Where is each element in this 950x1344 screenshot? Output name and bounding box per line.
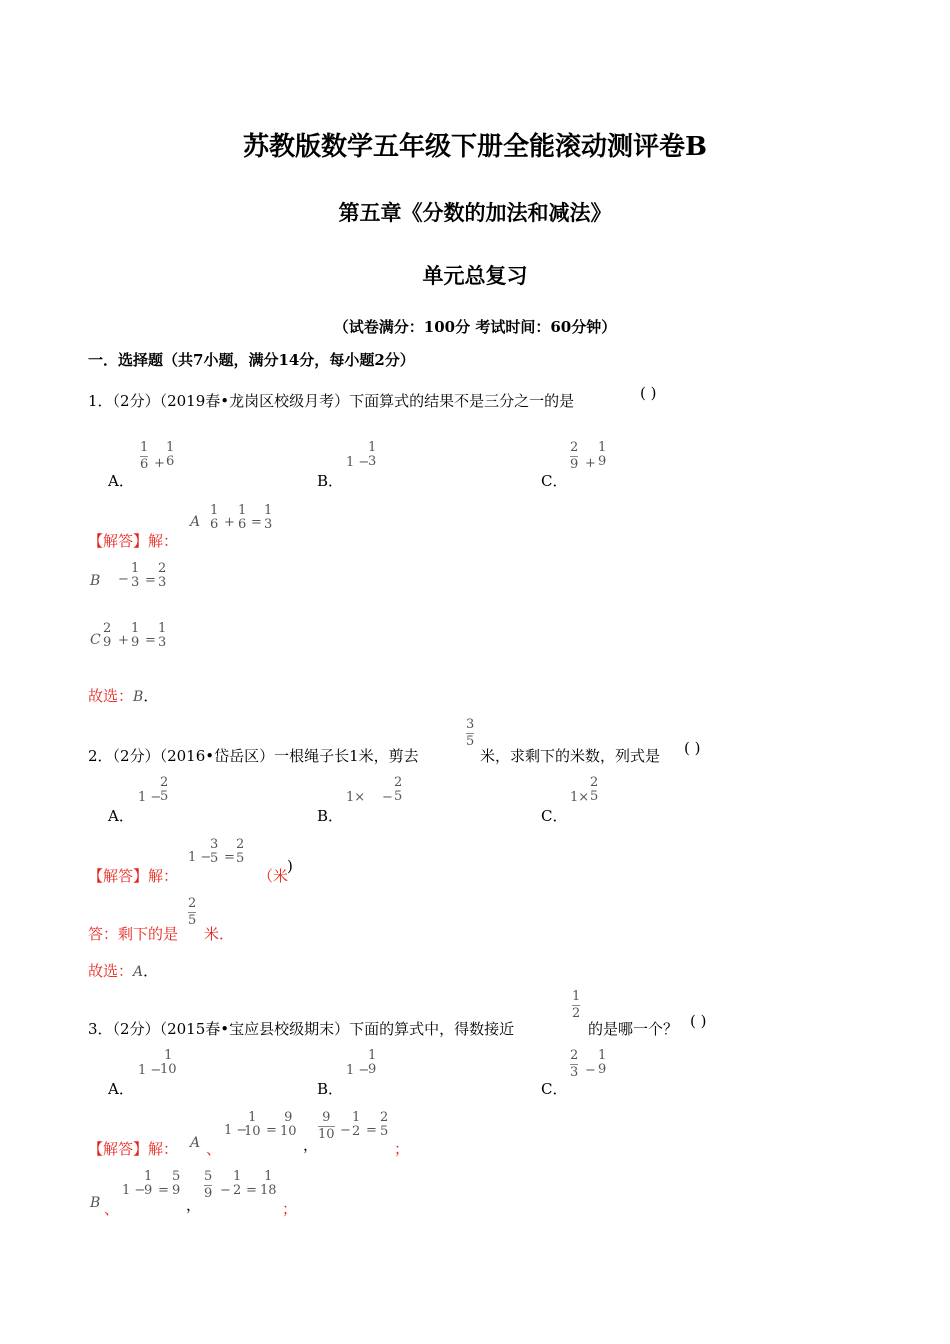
minus-symbol: − xyxy=(220,1183,231,1198)
question-3-stem: 3．（2分）（2015春•宝应县校级期末）下面的算式中，得数接近 xyxy=(88,1020,515,1038)
q2-a-frac: 2 5 xyxy=(160,775,169,804)
q1-sol-c-frac1: 2 9 xyxy=(103,621,112,650)
q3-b-frac: 1 9 xyxy=(368,1048,377,1077)
semicolon: ； xyxy=(394,1140,410,1158)
equals-symbol: = xyxy=(366,1123,377,1138)
question-3-stem-tail: 的是哪一个？ xyxy=(588,1020,679,1038)
q2-sol-frac: 3 5 xyxy=(210,837,219,866)
q2-option-b-label: B． xyxy=(317,807,344,825)
q3-a-frac: 1 10 xyxy=(160,1048,177,1077)
q2-option-a-label: A． xyxy=(108,807,134,825)
question-1-paren: ( ) xyxy=(640,384,657,402)
q1-b-frac: 1 3 xyxy=(368,440,377,469)
document-title: 苏教版数学五年级下册全能滚动测评卷B xyxy=(243,132,707,162)
q3-option-a-label: A． xyxy=(108,1080,134,1098)
plus-symbol: + xyxy=(224,515,235,530)
q2-answer-frac: 2 5 xyxy=(188,896,197,928)
q2-a-expr: 1 − xyxy=(138,790,162,805)
q3-sol-b2-frac2: 1 2 xyxy=(233,1169,242,1198)
q3-sol-b-letter: B xyxy=(90,1195,101,1211)
question-2-stem-tail: 米，求剩下的米数，列式是 xyxy=(480,747,661,765)
minus-symbol: − xyxy=(382,790,393,805)
q1-c-frac1: 2 9 xyxy=(570,440,579,472)
q1-c-frac2: 1 9 xyxy=(598,440,607,469)
q1-sol-a-frac1: 1 6 xyxy=(210,503,219,532)
q1-sol-c-frac2: 1 9 xyxy=(131,621,140,650)
q1-solution-label: 【解答】解： xyxy=(88,532,179,550)
q3-sol-b-frac: 1 9 xyxy=(144,1169,153,1198)
q2-sol-result: 2 5 xyxy=(236,837,245,866)
q3-sol-a-result: 9 10 xyxy=(280,1110,297,1139)
q3-option-c-label: C． xyxy=(541,1080,568,1098)
equals-symbol: = xyxy=(224,850,235,865)
q2-answer-tail: 米． xyxy=(204,925,235,943)
chapter-title: 第五章《分数的加法和减法》 xyxy=(338,200,612,225)
q1-a-frac1: 1 6 xyxy=(140,440,149,472)
question-3-paren: ( ) xyxy=(690,1012,707,1030)
plus-symbol: + xyxy=(154,456,165,471)
q2-option-c-label: C． xyxy=(541,807,568,825)
q3-sol-a-expr: 1 − xyxy=(224,1123,248,1138)
q1-b-expr: 1 − xyxy=(346,455,370,470)
q3-sol-a-letter: A xyxy=(190,1135,201,1151)
q1-option-b-label: B． xyxy=(317,472,344,490)
q3-sol-b-result: 5 9 xyxy=(172,1169,181,1198)
q3-sol-b2-frac1: 5 9 xyxy=(204,1169,213,1201)
q1-a-frac2: 1 6 xyxy=(166,440,175,469)
equals-symbol: = xyxy=(266,1123,277,1138)
q3-sol-a-frac: 1 10 xyxy=(244,1110,261,1139)
q3-sol-a2-frac2: 1 2 xyxy=(352,1110,361,1139)
q1-sol-c-result: 1 3 xyxy=(158,621,167,650)
semicolon: ； xyxy=(282,1200,298,1218)
q1-sol-a-letter: A xyxy=(190,514,201,530)
q3-c-frac1: 2 3 xyxy=(570,1048,579,1080)
q1-option-c-label: C． xyxy=(541,472,568,490)
q3-solution-label: 【解答】解： xyxy=(88,1140,179,1158)
q1-sol-a-result: 1 3 xyxy=(264,503,273,532)
q3-a-expr: 1 − xyxy=(138,1063,162,1078)
q3-stem-frac: 1 2 xyxy=(572,989,581,1021)
q2-sol-expr: 1 − xyxy=(188,850,212,865)
q3-sol-b2-result: 1 18 xyxy=(260,1169,277,1198)
q2-answer-line: 答：剩下的是 xyxy=(88,925,179,943)
minus-symbol: − xyxy=(118,572,129,587)
q2-c-frac: 2 5 xyxy=(590,775,599,804)
q1-answer: 故选：B． xyxy=(88,687,159,705)
question-2-stem: 2．（2分）（2016•岱岳区）一根绳子长1米，剪去 xyxy=(88,747,419,765)
q3-sol-a2-result: 2 5 xyxy=(380,1110,389,1139)
q2-b-frac: 2 5 xyxy=(394,775,403,804)
q1-sol-b-frac: 1 3 xyxy=(131,561,140,590)
comma: ， xyxy=(186,1196,202,1214)
q1-option-a-label: A． xyxy=(108,472,134,490)
q1-sol-c-letter: C xyxy=(90,632,101,648)
minus-symbol: − xyxy=(340,1123,351,1138)
q2-sol-unit: （米 xyxy=(258,867,289,885)
q3-option-b-label: B． xyxy=(317,1080,344,1098)
q3-c-frac2: 1 9 xyxy=(598,1048,607,1077)
q1-sol-b-letter: B xyxy=(90,573,101,589)
q3-sol-b-expr: 1 − xyxy=(122,1183,146,1198)
plus-symbol: + xyxy=(118,633,129,648)
q2-sol-unit-close: ) xyxy=(287,857,293,875)
question-1-stem: 1．（2分）（2019春•龙岗区校级月考）下面算式的结果不是三分之一的是 xyxy=(88,392,575,410)
equals-symbol: = xyxy=(145,573,156,588)
q2-answer: 故选：A． xyxy=(88,962,159,980)
equals-symbol: = xyxy=(145,633,156,648)
equals-symbol: = xyxy=(158,1183,169,1198)
q2-stem-frac: 3 5 xyxy=(466,717,475,749)
q2-c-expr: 1× xyxy=(570,790,590,805)
q1-sol-a-frac2: 1 6 xyxy=(238,503,247,532)
exam-info: （试卷满分：100分 考试时间：60分钟） xyxy=(333,318,617,336)
q3-b-expr: 1 − xyxy=(346,1063,370,1078)
section-heading: 一．选择题（共7小题，满分14分，每小题2分） xyxy=(88,351,415,369)
separator: 、 xyxy=(104,1200,120,1218)
question-2-paren: ( ) xyxy=(684,739,701,757)
equals-symbol: = xyxy=(251,515,262,530)
unit-title: 单元总复习 xyxy=(422,263,528,288)
equals-symbol: = xyxy=(246,1183,257,1198)
minus-symbol: − xyxy=(585,1063,596,1078)
plus-symbol: + xyxy=(585,456,596,471)
separator: 、 xyxy=(206,1140,222,1158)
q2-b-expr: 1× xyxy=(346,790,366,805)
q3-sol-a2-frac1: 9 10 xyxy=(318,1110,335,1142)
q2-solution-label: 【解答】解： xyxy=(88,867,179,885)
q1-sol-b-result: 2 3 xyxy=(158,561,167,590)
comma: ， xyxy=(303,1136,319,1154)
